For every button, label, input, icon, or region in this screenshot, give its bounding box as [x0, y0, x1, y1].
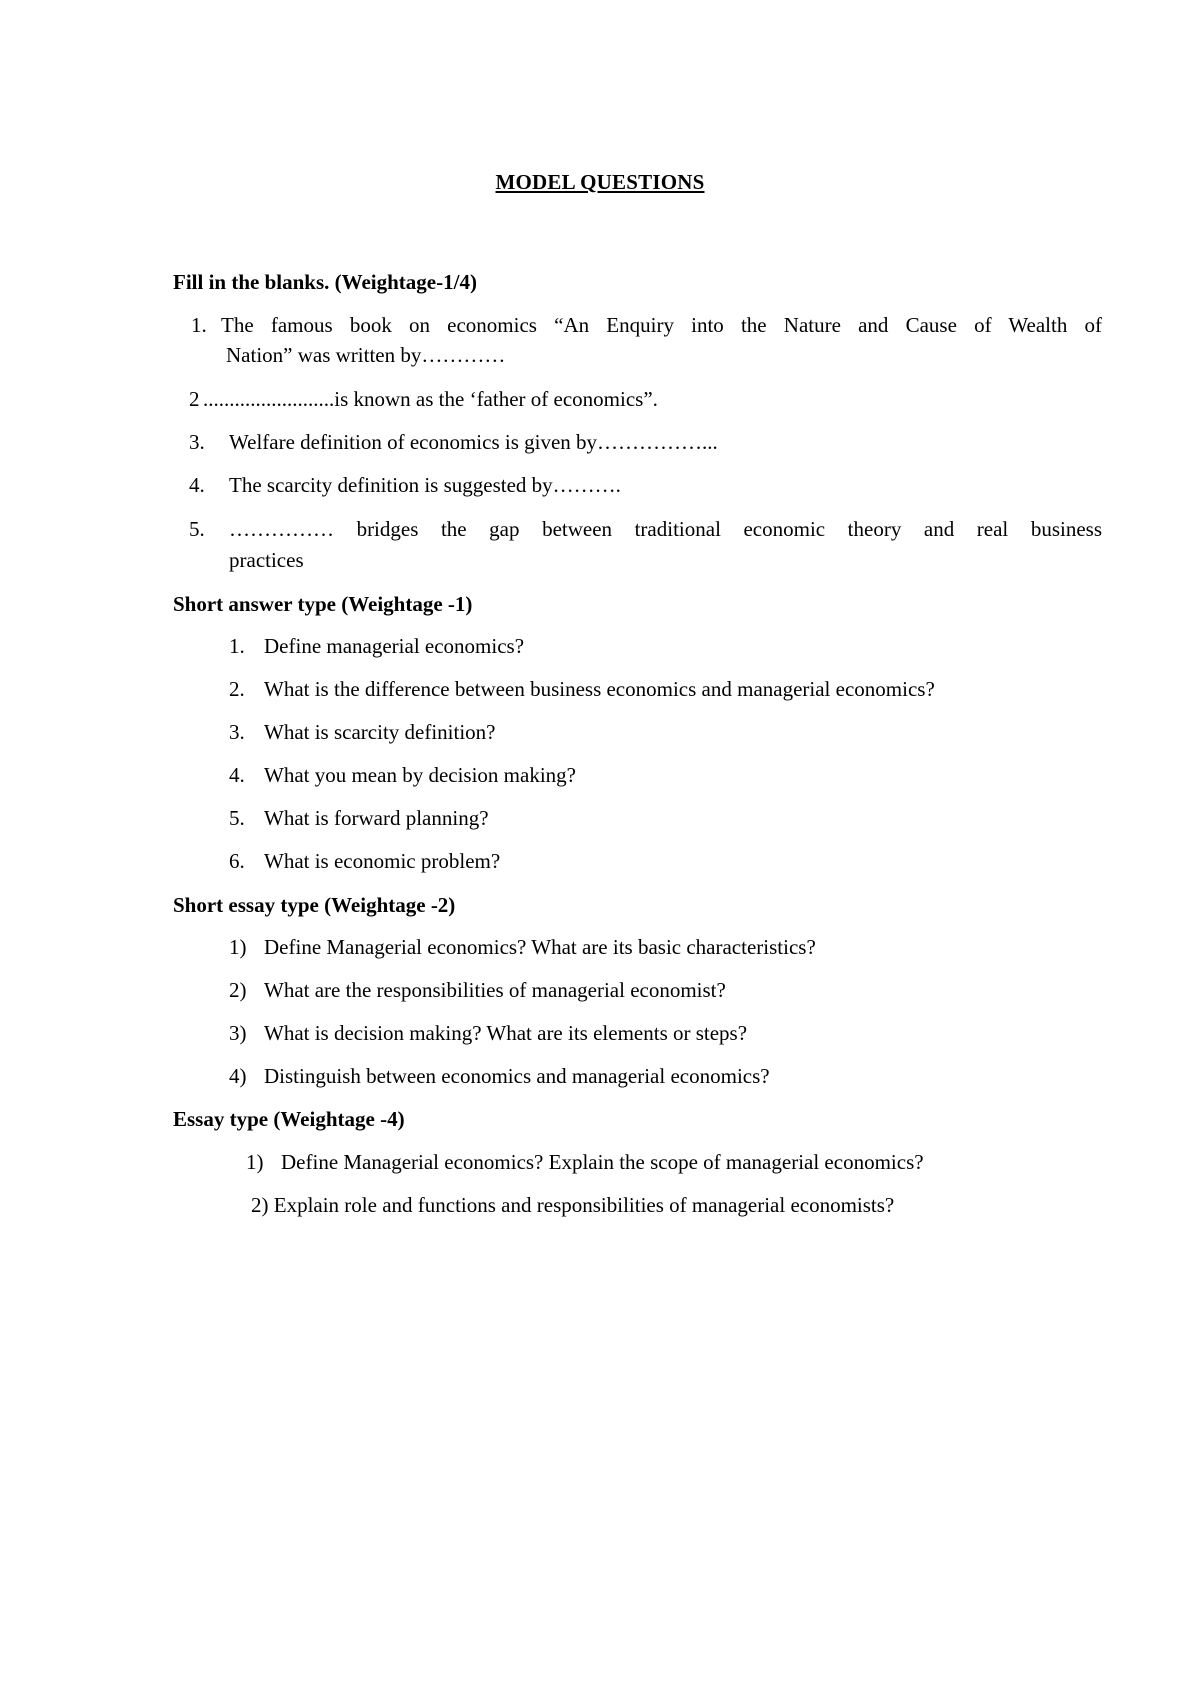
item-number: 3): [229, 1021, 247, 1045]
item-text: 2) Explain role and functions and responsibilities of managerial economists?: [251, 1193, 895, 1217]
item-text: What is forward planning?: [264, 806, 489, 830]
section-heading-essay: Essay type (Weightage -4): [173, 1107, 405, 1131]
item-number: 4): [229, 1064, 247, 1088]
item-text: What is decision making? What are its elements or steps?: [264, 1021, 748, 1045]
item-text-continued: Nation” was written by…………: [226, 343, 506, 367]
item-number: 1.: [191, 313, 207, 337]
item-text: Define managerial economics?: [264, 634, 525, 658]
item-text: What are the responsibilities of managerial economist?: [264, 978, 726, 1002]
item-number: 3.: [189, 430, 205, 454]
item-number: 2): [229, 978, 247, 1002]
item-text: What you mean by decision making?: [264, 763, 576, 787]
item-text: …………… bridges the gap between traditional economic theory and real business: [229, 517, 1102, 541]
item-number: 1): [229, 935, 247, 959]
item-text: What is scarcity definition?: [264, 720, 496, 744]
page-title: MODEL QUESTIONS: [495, 170, 705, 194]
item-text: What is economic problem?: [264, 849, 501, 873]
item-number: 2.: [229, 677, 245, 701]
section-heading-fill-blanks: Fill in the blanks. (Weightage-1/4): [173, 270, 477, 294]
item-text: Welfare definition of economics is given by……………...: [229, 430, 718, 454]
item-text: Distinguish between economics and managerial economics?: [264, 1064, 770, 1088]
item-text-continued: practices: [229, 548, 304, 572]
section-heading-short-answer: Short answer type (Weightage -1): [173, 592, 473, 616]
item-text: The scarcity definition is suggested by……….: [229, 473, 621, 497]
section-heading-short-essay: Short essay type (Weightage -2): [173, 893, 456, 917]
item-number: 1): [246, 1150, 264, 1174]
item-number: 3.: [229, 720, 245, 744]
item-text: What is the difference between business economics and managerial economics?: [264, 677, 935, 701]
item-text: Define Managerial economics? Explain the scope of managerial economics?: [281, 1150, 924, 1174]
item-number: 4.: [189, 473, 205, 497]
item-text: .........................is known as the ‘father of economics”.: [203, 387, 658, 411]
item-number: 5.: [189, 517, 205, 541]
item-number: 4.: [229, 763, 245, 787]
item-number: 5.: [229, 806, 245, 830]
item-text: The famous book on economics “An Enquiry into the Nature and Cause of Wealth of: [221, 313, 1102, 337]
item-text: Define Managerial economics? What are its basic characteristics?: [264, 935, 816, 959]
item-number: 1.: [229, 634, 245, 658]
item-number: 2: [189, 387, 200, 411]
item-number: 6.: [229, 849, 245, 873]
